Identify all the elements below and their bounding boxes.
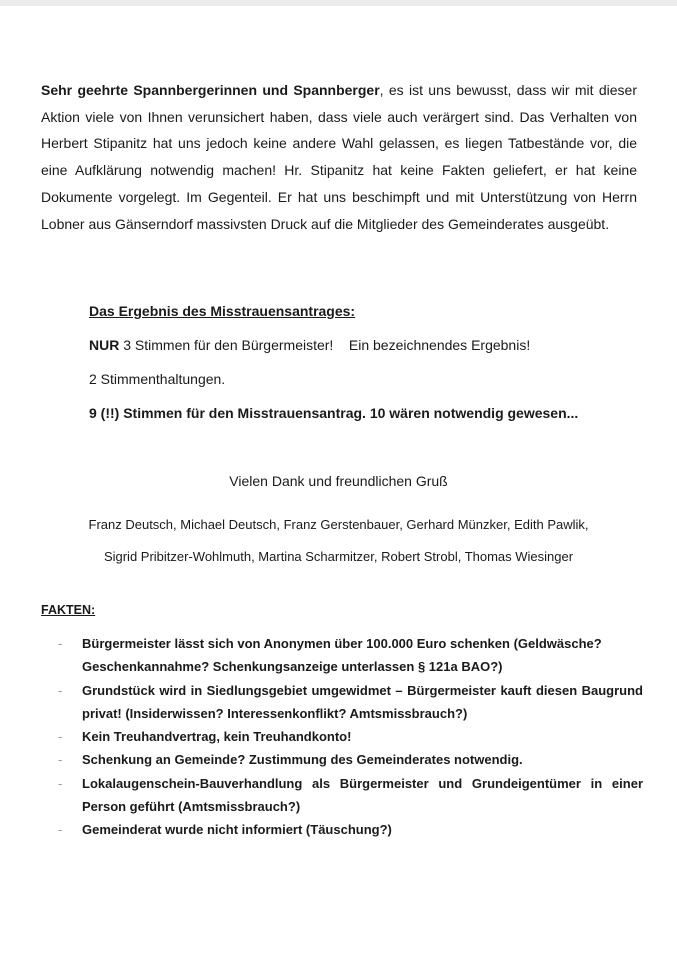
fact-item bbox=[58, 748, 643, 771]
signatories-line-1: Franz Deutsch, Michael Deutsch, Franz Gerstenbauer, Gerhard Münzker, Edith Pawlik, bbox=[88, 517, 589, 532]
result-emphasis: NUR bbox=[89, 337, 120, 353]
fact-text: Kein Treuhandvertrag, kein Treuhandkonto! bbox=[82, 729, 352, 745]
closing-greeting: Vielen Dank und freundlichen Gruß bbox=[229, 473, 448, 489]
intro-paragraph bbox=[41, 77, 637, 237]
salutation: Sehr geehrte Spannbergerinnen und Spannberger bbox=[41, 82, 380, 98]
fact-item bbox=[58, 679, 643, 726]
fact-item bbox=[58, 772, 643, 819]
fact-text: Gemeinderat wurde nicht informiert (Täuschung?) bbox=[82, 822, 392, 838]
bullet-dash: - bbox=[58, 729, 63, 745]
fact-text: Grundstück wird in Siedlungsgebiet umgewidmet – Bürgermeister kauft diesen Baugrund privat! (Insiderwissen? Interessenkonflikt? Amtsmissbrauch?) bbox=[82, 682, 643, 721]
top-border bbox=[0, 0, 677, 6]
signatories-line-2: Sigrid Pribitzer-Wohlmuth, Martina Scharmitzer, Robert Strobl, Thomas Wiesinger bbox=[103, 549, 574, 564]
result-heading: Das Ergebnis des Misstrauensantrages: bbox=[89, 303, 356, 319]
result-line-mayor-votes bbox=[89, 334, 649, 356]
fact-item bbox=[58, 818, 643, 841]
signatories bbox=[0, 509, 677, 573]
result-line-abstentions: 2 Stimmenthaltungen. bbox=[89, 371, 226, 387]
intro-body: , es ist uns bewusst, dass wir mit dieser Aktion viele von Ihnen verunsichert haben, dass viele auch verärgert sind. Das Verhalten von Herbert Stipanitz hat uns jedoch keine andere Wahl gelassen, es liegen Tatbestände vor, die eine Aufklärung notwendig machen! Hr. Stipanitz hat keine Fakten geliefert, er hat keine Dokumente vorgelegt. Im Gegenteil. Er hat uns beschimpft und mit Unterstützung von Herrn Lobner aus Gänserndorf massivsten Druck auf die Mitglieder des Gemeinderates ausgeübt. bbox=[41, 82, 637, 232]
bullet-dash: - bbox=[58, 775, 63, 791]
bullet-dash: - bbox=[58, 636, 63, 651]
facts-title: FAKTEN: bbox=[41, 603, 96, 617]
fact-text: Schenkung an Gemeinde? Zustimmung des Gemeinderates notwendig. bbox=[82, 752, 523, 768]
fact-item bbox=[58, 725, 643, 748]
facts-list bbox=[58, 632, 643, 842]
fact-item bbox=[58, 632, 643, 679]
result-line-text: 3 Stimmen für den Bürgermeister! Ein bezeichnendes Ergebnis! bbox=[123, 337, 531, 353]
fact-text: Lokalaugenschein-Bauverhandlung als Bürgermeister und Grundeigentümer in einer Person geführt (Amtsmissbrauch?) bbox=[82, 775, 643, 815]
fact-text: Bürgermeister lässt sich von Anonymen über 100.000 Euro schenken (Geldwäsche? Geschenkannahme? Schenkungsanzeige unterlassen § 121a BAO?) bbox=[82, 636, 602, 675]
bullet-dash: - bbox=[58, 752, 63, 768]
vote-result-section bbox=[89, 300, 649, 424]
bullet-dash: - bbox=[58, 822, 63, 838]
result-line-motion-votes: 9 (!!) Stimmen für den Misstrauensantrag. 10 wären notwendig gewesen... bbox=[89, 405, 579, 421]
bullet-dash: - bbox=[58, 682, 63, 698]
